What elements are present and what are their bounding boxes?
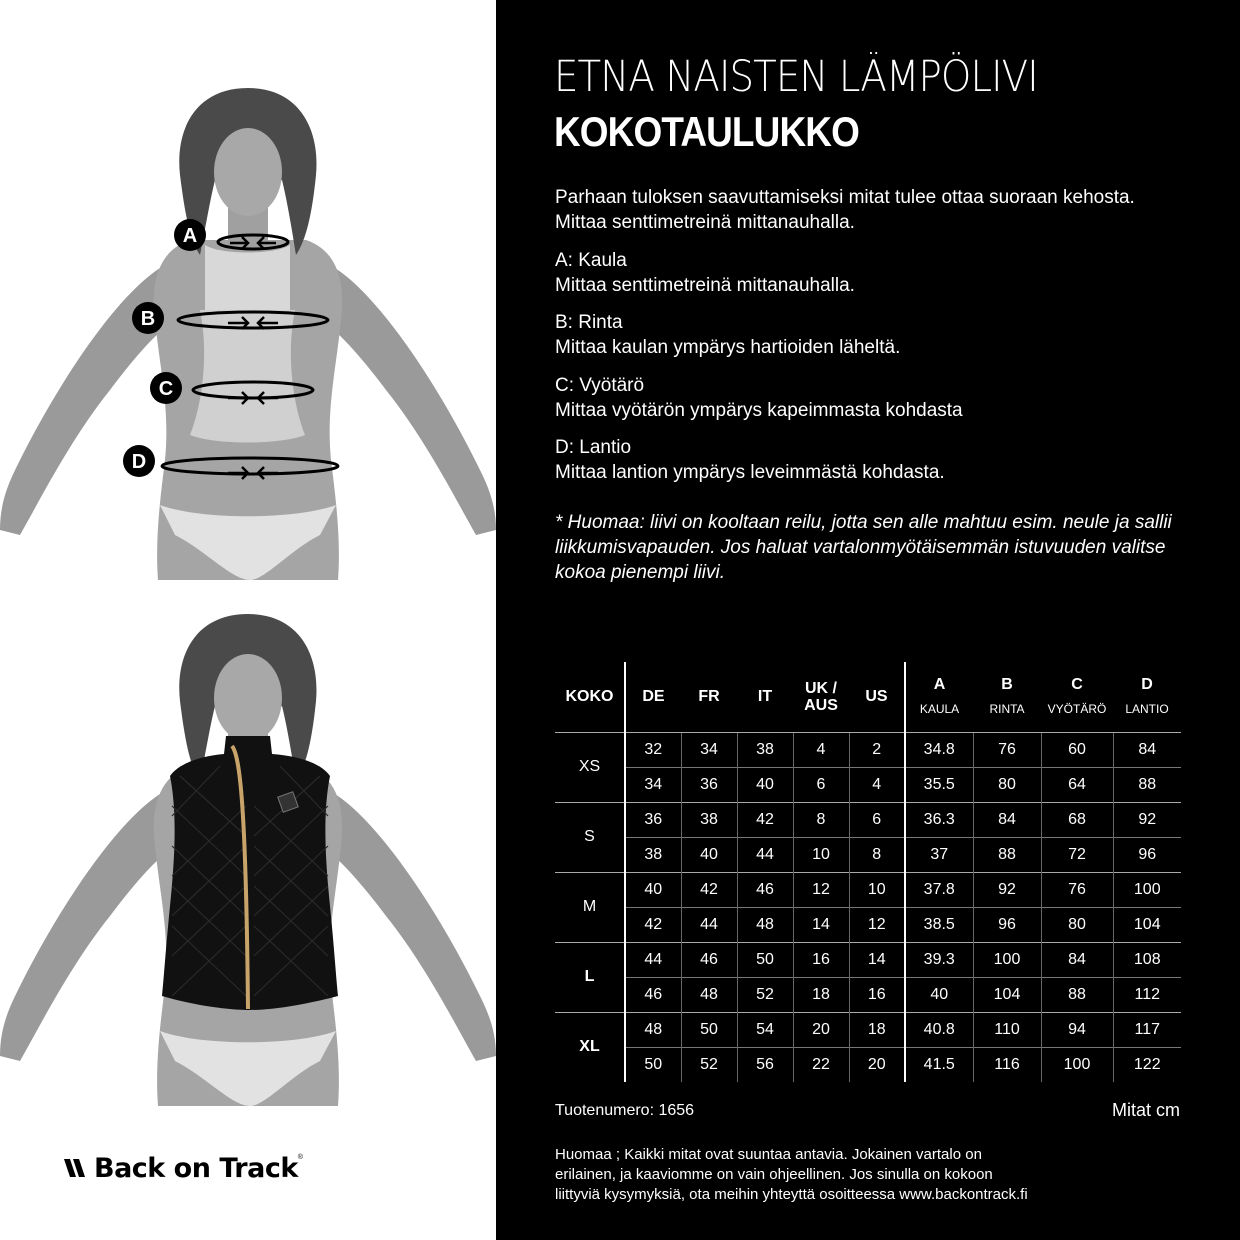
header-de: DE bbox=[625, 662, 681, 732]
table-cell: 40 bbox=[905, 977, 973, 1012]
table-cell: 46 bbox=[625, 977, 681, 1012]
label-a: A bbox=[182, 225, 198, 247]
measurement-text: Mittaa lantion ympärys leveimmästä kohdasta. bbox=[555, 462, 945, 483]
table-cell: 12 bbox=[849, 907, 905, 942]
measurement-text: Mittaa senttimetreinä mittanauhalla. bbox=[555, 275, 855, 296]
table-cell: 50 bbox=[737, 942, 793, 977]
table-cell: 116 bbox=[973, 1047, 1041, 1082]
table-row bbox=[555, 977, 1181, 1012]
header-a-label: A bbox=[933, 675, 946, 693]
table-cell: 40 bbox=[737, 767, 793, 802]
header-uk-text: UK / AUS bbox=[804, 679, 838, 714]
table-cell: 76 bbox=[973, 732, 1041, 767]
table-cell: 44 bbox=[681, 907, 737, 942]
table-cell: 104 bbox=[973, 977, 1041, 1012]
table-cell: 52 bbox=[737, 977, 793, 1012]
table-cell: 14 bbox=[793, 907, 849, 942]
table-cell: 88 bbox=[973, 837, 1041, 872]
label-d: D bbox=[131, 451, 147, 473]
label-d-marker bbox=[123, 445, 155, 477]
table-cell: 96 bbox=[1113, 837, 1181, 872]
table-cell: 6 bbox=[793, 767, 849, 802]
table-row bbox=[555, 767, 1181, 802]
table-cell: 54 bbox=[737, 1012, 793, 1047]
table-row bbox=[555, 837, 1181, 872]
table-cell: 108 bbox=[1113, 942, 1181, 977]
table-cell: 100 bbox=[973, 942, 1041, 977]
table-cell: 72 bbox=[1041, 837, 1113, 872]
table-cell: 12 bbox=[793, 872, 849, 907]
header-us: US bbox=[865, 688, 888, 706]
logo-text: Back on Track bbox=[94, 1152, 298, 1184]
table-cell: 52 bbox=[681, 1047, 737, 1082]
header-d bbox=[1113, 662, 1181, 732]
vest-figure bbox=[0, 606, 496, 1106]
table-cell: 2 bbox=[849, 732, 905, 767]
header-c bbox=[1041, 662, 1113, 732]
table-cell: 64 bbox=[1041, 767, 1113, 802]
table-cell: 32 bbox=[625, 732, 681, 767]
table-cell: 84 bbox=[973, 802, 1041, 837]
header-a-sub: KAULA bbox=[919, 701, 960, 716]
table-row bbox=[555, 732, 1181, 767]
table-cell: 34 bbox=[625, 767, 681, 802]
table-cell: 36 bbox=[625, 802, 681, 837]
header-c-label: C bbox=[1071, 675, 1083, 693]
table-cell: 22 bbox=[793, 1047, 849, 1082]
table-row bbox=[555, 872, 1181, 907]
table-cell: 44 bbox=[625, 942, 681, 977]
table-cell: 18 bbox=[849, 1012, 905, 1047]
header-d-sub: LANTIO bbox=[1125, 701, 1169, 716]
table-cell: 34 bbox=[681, 732, 737, 767]
table-row bbox=[555, 1012, 1181, 1047]
horseshoe-icon bbox=[62, 1155, 92, 1181]
table-cell: 60 bbox=[1041, 732, 1113, 767]
disclaimer-text: Huomaa ; Kaikki mitat ovat suuntaa antavia. Jokainen vartalo on erilainen, ja kaaviomme on vain ohjeellinen. Jos sinulla on kokoon liittyviä kysymyksiä, ota meihin yhteyttä osoitteessa www.backontrack.fi bbox=[555, 1146, 1028, 1203]
measurement-text: Mittaa kaulan ympärys hartioiden läheltä. bbox=[555, 337, 901, 358]
table-cell: 10 bbox=[849, 872, 905, 907]
table-cell: 41.5 bbox=[905, 1047, 973, 1082]
table-cell: 6 bbox=[849, 802, 905, 837]
page-subtitle: KOKOTAULUKKO bbox=[554, 108, 859, 155]
table-cell: 48 bbox=[737, 907, 793, 942]
size-cell: M bbox=[555, 872, 625, 942]
table-cell: 38.5 bbox=[905, 907, 973, 942]
measurement-d bbox=[555, 435, 1175, 485]
table-cell: 68 bbox=[1041, 802, 1113, 837]
body-measurement-figure bbox=[0, 80, 496, 580]
table-body bbox=[555, 732, 1181, 1082]
table-cell: 84 bbox=[1041, 942, 1113, 977]
measurement-c bbox=[555, 373, 1175, 423]
table-cell: 46 bbox=[681, 942, 737, 977]
size-cell: L bbox=[555, 942, 625, 1012]
table-row bbox=[555, 907, 1181, 942]
table-cell: 10 bbox=[793, 837, 849, 872]
table-cell: 76 bbox=[1041, 872, 1113, 907]
label-b: B bbox=[140, 308, 156, 330]
table-cell: 40 bbox=[681, 837, 737, 872]
table-row bbox=[555, 802, 1181, 837]
table-cell: 38 bbox=[625, 837, 681, 872]
table-cell: 94 bbox=[1041, 1012, 1113, 1047]
fit-note: * Huomaa: liivi on kooltaan reilu, jotta sen alle mahtuu esim. neule ja sallii liikkumisvapauden. Jos haluat vartalonmyötäisemmän istuvuuden valitse kokoa pienempi liivi. bbox=[555, 512, 1172, 583]
label-c: C bbox=[158, 378, 174, 400]
table-cell: 4 bbox=[793, 732, 849, 767]
table-row bbox=[555, 1047, 1181, 1082]
table-cell: 112 bbox=[1113, 977, 1181, 1012]
table-cell: 37 bbox=[905, 837, 973, 872]
header-koko: KOKO bbox=[565, 688, 614, 706]
brand-logo bbox=[62, 1150, 303, 1186]
table-cell: 92 bbox=[1113, 802, 1181, 837]
measurement-label: C: Vyötärö bbox=[555, 375, 645, 396]
table-cell: 56 bbox=[737, 1047, 793, 1082]
table-cell: 40.8 bbox=[905, 1012, 973, 1047]
measurement-label: D: Lantio bbox=[555, 437, 632, 458]
intro-text: Parhaan tuloksen saavuttamiseksi mitat tulee ottaa suoraan kehosta. Mittaa senttimetreinä mittanauhalla. bbox=[555, 187, 1135, 233]
table-cell: 117 bbox=[1113, 1012, 1181, 1047]
size-table bbox=[555, 662, 1181, 1082]
measurement-label: B: Rinta bbox=[555, 312, 623, 333]
header-b-sub: RINTA bbox=[989, 701, 1025, 716]
table-cell: 38 bbox=[737, 732, 793, 767]
table-cell: 48 bbox=[625, 1012, 681, 1047]
header-b bbox=[973, 662, 1041, 732]
header-b-label: B bbox=[1001, 675, 1013, 693]
table-cell: 8 bbox=[793, 802, 849, 837]
table-cell: 100 bbox=[1041, 1047, 1113, 1082]
size-cell: S bbox=[555, 802, 625, 872]
table-cell: 88 bbox=[1041, 977, 1113, 1012]
table-cell: 38 bbox=[681, 802, 737, 837]
header-uk bbox=[793, 662, 849, 732]
table-cell: 50 bbox=[681, 1012, 737, 1047]
table-cell: 14 bbox=[849, 942, 905, 977]
registered-mark: ® bbox=[297, 1154, 303, 1161]
table-cell: 35.5 bbox=[905, 767, 973, 802]
measurement-b bbox=[555, 310, 1175, 360]
table-cell: 36 bbox=[681, 767, 737, 802]
table-cell: 42 bbox=[625, 907, 681, 942]
table-cell: 16 bbox=[793, 942, 849, 977]
table-cell: 18 bbox=[793, 977, 849, 1012]
header-d-label: D bbox=[1141, 675, 1153, 693]
table-cell: 20 bbox=[849, 1047, 905, 1082]
table-cell: 37.8 bbox=[905, 872, 973, 907]
label-b-marker bbox=[132, 302, 164, 334]
header-c-sub: VYÖTÄRÖ bbox=[1047, 701, 1107, 716]
table-cell: 46 bbox=[737, 872, 793, 907]
table-cell: 48 bbox=[681, 977, 737, 1012]
table-cell: 34.8 bbox=[905, 732, 973, 767]
table-cell: 88 bbox=[1113, 767, 1181, 802]
table-cell: 36.3 bbox=[905, 802, 973, 837]
table-cell: 80 bbox=[973, 767, 1041, 802]
illustration-panel bbox=[0, 0, 496, 1240]
table-cell: 42 bbox=[737, 802, 793, 837]
table-cell: 42 bbox=[681, 872, 737, 907]
table-cell: 50 bbox=[625, 1047, 681, 1082]
table-row bbox=[555, 942, 1181, 977]
table-cell: 92 bbox=[973, 872, 1041, 907]
table-cell: 40 bbox=[625, 872, 681, 907]
measurement-text: Mittaa vyötärön ympärys kapeimmasta kohdasta bbox=[555, 400, 963, 421]
page-title: ETNA NAISTEN LÄMPÖLIVI bbox=[554, 52, 1038, 102]
table-cell: 96 bbox=[973, 907, 1041, 942]
table-cell: 100 bbox=[1113, 872, 1181, 907]
measurement-label: A: Kaula bbox=[555, 250, 627, 271]
vest-shape bbox=[162, 736, 338, 1010]
table-cell: 20 bbox=[793, 1012, 849, 1047]
table-cell: 8 bbox=[849, 837, 905, 872]
table-cell: 4 bbox=[849, 767, 905, 802]
label-c-marker bbox=[150, 372, 182, 404]
table-cell: 122 bbox=[1113, 1047, 1181, 1082]
measurement-a bbox=[555, 248, 1175, 298]
size-cell: XL bbox=[555, 1012, 625, 1082]
table-header-row bbox=[555, 662, 1181, 732]
label-a-marker bbox=[174, 219, 206, 251]
size-cell: XS bbox=[555, 732, 625, 802]
table-cell: 110 bbox=[973, 1012, 1041, 1047]
table-cell: 104 bbox=[1113, 907, 1181, 942]
table-cell: 16 bbox=[849, 977, 905, 1012]
units-label: Mitat cm bbox=[1111, 1100, 1180, 1120]
header-it: IT bbox=[757, 688, 773, 706]
header-a bbox=[905, 662, 973, 732]
info-panel bbox=[496, 0, 1240, 1240]
product-number: Tuotenumero: 1656 bbox=[555, 1102, 695, 1119]
table-cell: 84 bbox=[1113, 732, 1181, 767]
table-cell: 80 bbox=[1041, 907, 1113, 942]
table-cell: 44 bbox=[737, 837, 793, 872]
header-fr: FR bbox=[698, 688, 720, 706]
table-cell: 39.3 bbox=[905, 942, 973, 977]
